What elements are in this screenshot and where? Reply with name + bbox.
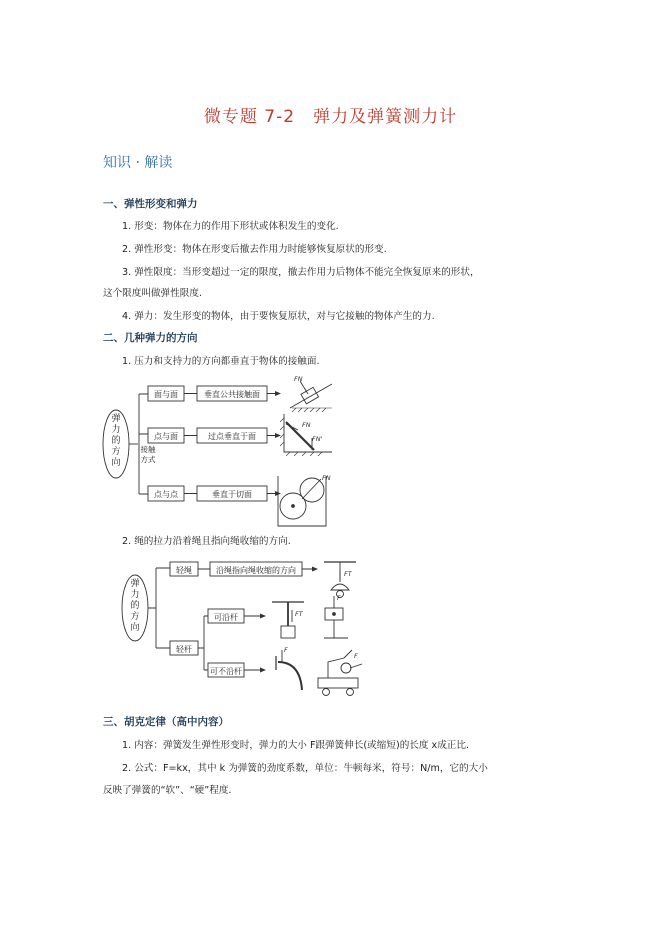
d1-type-2: 点与面 — [154, 432, 178, 441]
rope-rod-direction-diagram — [118, 552, 368, 700]
d1-branch-line1: 接触 — [140, 445, 156, 454]
d2-rod-label: 轻杆 — [176, 645, 192, 654]
d2-root-char: 力 — [130, 590, 140, 600]
d1-root-char: 力 — [111, 425, 121, 435]
sec2-item-2: 2. 绳的拉力沿着绳且指向绳收缩的方向. — [122, 536, 291, 547]
d2-rope-label: 轻绳 — [176, 566, 192, 575]
d2-f-label-3: F — [354, 652, 358, 660]
sec3-item-2: 2. 公式：F=kx，其中 k 为弹簧的劲度系数，单位：牛顿每米，符号：N/m，它的大小 — [122, 763, 488, 774]
d2-ft-label: FT — [344, 570, 352, 578]
d1-branch-line2: 方式 — [140, 455, 156, 464]
stand-figure — [324, 596, 348, 638]
d2-f-label: F — [337, 594, 341, 602]
incline-block-figure — [290, 381, 332, 412]
d1-type-1: 面与面 — [154, 390, 178, 399]
curved-rod-figure — [276, 650, 302, 690]
d2-rod-along: 可沿杆 — [214, 613, 238, 622]
d1-dir-3: 垂直于切面 — [212, 490, 252, 499]
sec1-heading: 一、弹性形变和弹力 — [103, 198, 198, 210]
d1-root-char: 方 — [111, 447, 121, 457]
d1-root-text — [111, 412, 120, 468]
d1-root-char: 的 — [111, 436, 121, 446]
sec1-item-3: 3. 弹性限度：当形变超过一定的限度，撤去作用力后物体不能完全恢复原来的形状， — [122, 267, 480, 278]
d1-fn-label-2: FN — [302, 421, 311, 429]
d1-fn-label-3: FN — [322, 474, 331, 482]
rod-box-figure — [272, 602, 304, 638]
contact-direction-diagram — [100, 372, 340, 530]
sec3-heading: 三、胡克定律（高中内容） — [103, 716, 229, 728]
d2-rope-direction: 沿绳指向绳收缩的方向 — [216, 566, 296, 575]
sec1-item-1: 1. 形变：物体在力的作用下形状或体积发生的变化. — [122, 221, 339, 232]
sec3-item-1: 1. 内容：弹簧发生弹性形变时，弹力的大小 F跟弹簧伸长(或缩短)的长度 x成正比. — [122, 740, 470, 751]
d1-fnp-label: FN' — [312, 435, 323, 443]
d1-type-3: 点与点 — [154, 490, 178, 499]
sec1-item-3-cont: 这个限度叫做弹性限度. — [103, 288, 202, 299]
d1-fn-label: FN — [294, 375, 303, 383]
d2-root-char: 向 — [130, 623, 140, 633]
d2-rod-not-along: 可不沿杆 — [210, 667, 242, 676]
sec1-item-4: 4. 弹力：发生形变的物体，由于要恢复原状，对与它接触的物体产生的力. — [122, 311, 435, 322]
sec1-item-2: 2. 弹性形变：物体在形变后撤去作用力时能够恢复原状的形变. — [122, 244, 387, 255]
sec3-item-2-cont: 反映了弹簧的“软”、“硬”程度. — [103, 785, 232, 796]
d2-root-char: 的 — [130, 601, 140, 611]
d2-root-char: 方 — [130, 612, 140, 622]
two-spheres-figure — [278, 476, 326, 526]
d1-root-char: 弹 — [111, 414, 121, 424]
d1-dir-1: 垂直公共接触面 — [204, 390, 260, 399]
sec2-item-1: 1. 压力和支持力的方向都垂直于物体的接触面. — [122, 356, 320, 367]
d1-dir-2: 过点垂直于面 — [208, 432, 256, 441]
sec2-heading: 二、几种弹力的方向 — [103, 332, 198, 344]
section-heading: 知识 · 解读 — [103, 155, 173, 171]
page-title: 微专题 7-2 弹力及弹簧测力计 — [203, 107, 458, 127]
d2-ft-label-2: FT — [295, 610, 303, 618]
hanging-lamp-figure — [324, 562, 356, 598]
d2-f-label-2: F — [284, 646, 288, 654]
d1-root-char: 向 — [111, 458, 121, 468]
d2-root-char: 弹 — [130, 579, 140, 589]
